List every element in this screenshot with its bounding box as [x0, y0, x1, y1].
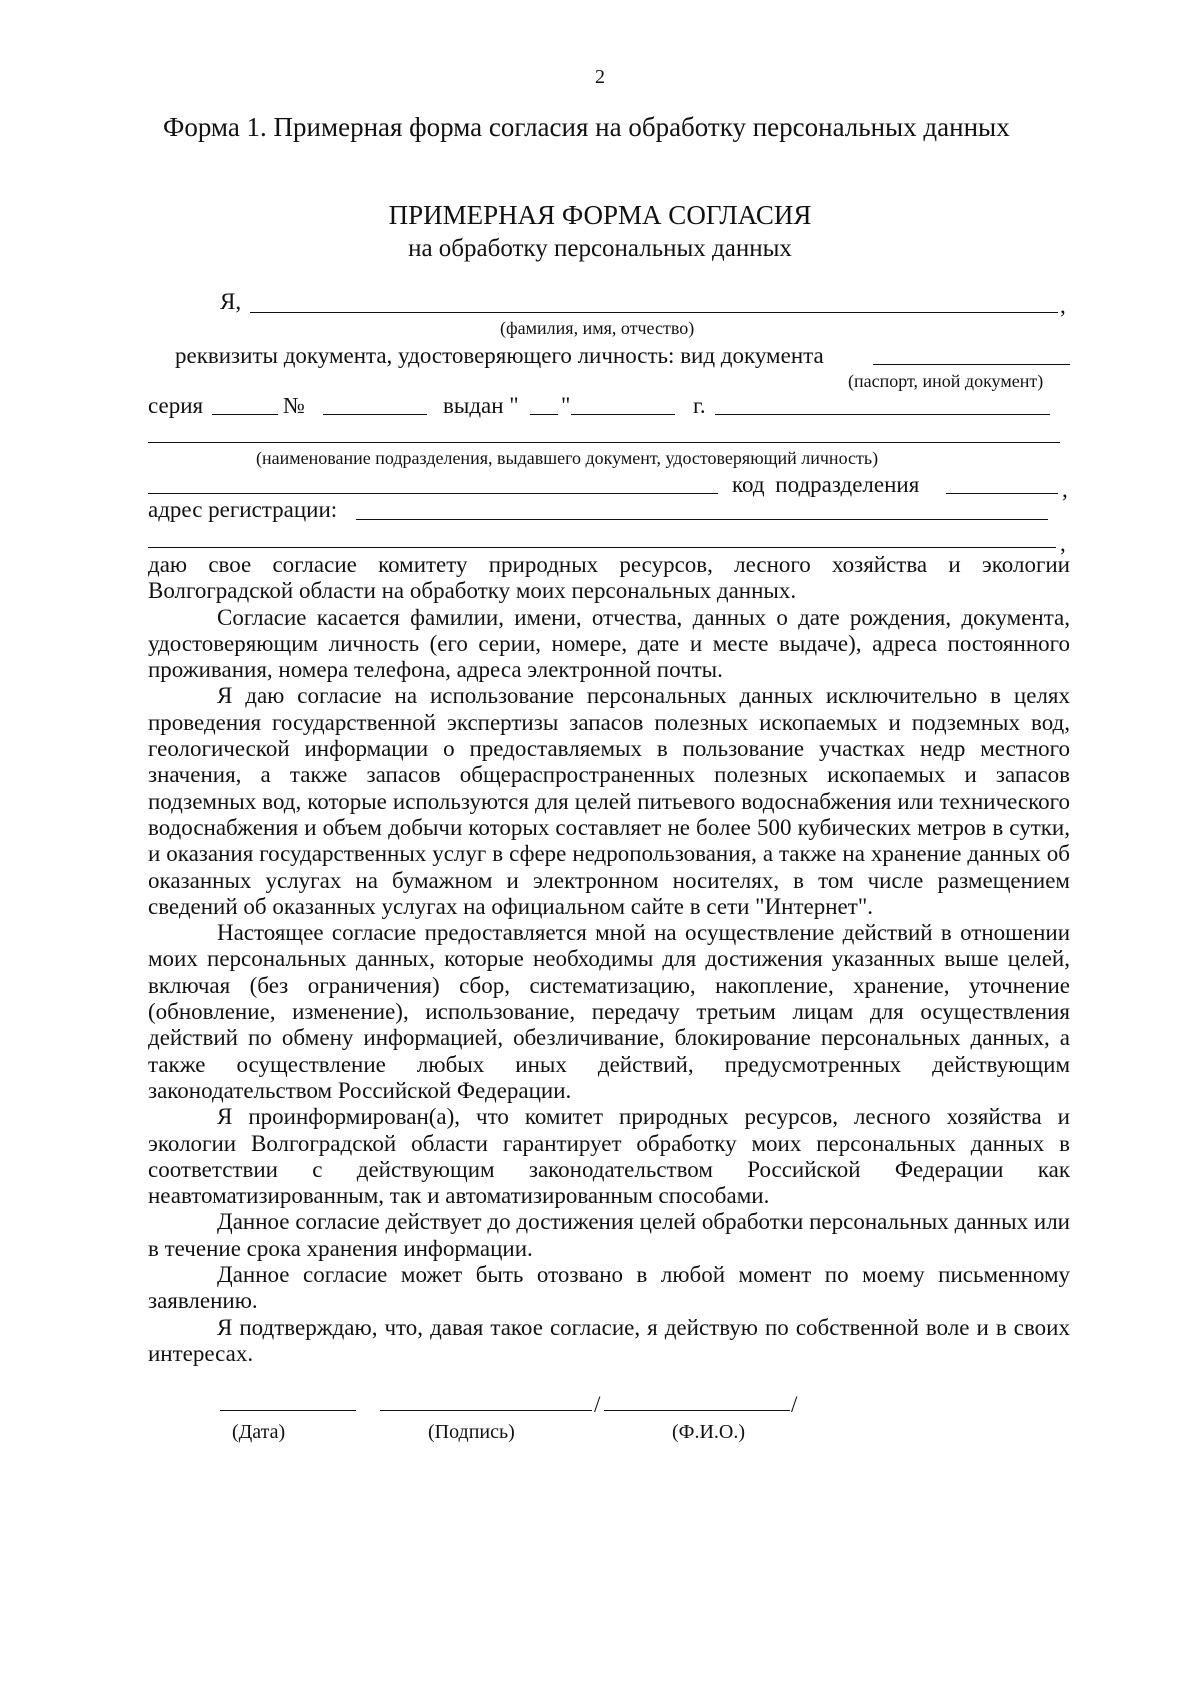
consent-paragraph: Согласие касается фамилии, имени, отчества, данных о дате рождения, документа, удостоверяющим личность (его серии, номере, дате и месте выдаче), адреса постоянного проживания, номера телефона, адреса электронной почты. — [148, 604, 1070, 683]
comma: , — [1060, 531, 1066, 556]
signature-field[interactable] — [380, 1410, 592, 1411]
issuer-hint: (наименование подразделения, выдавшего документ, удостоверяющий личность) — [256, 448, 879, 468]
consent-paragraph: Данное согласие может быть отозвано в любой момент по моему письменному заявлению. — [148, 1262, 1070, 1314]
comma: , — [1060, 293, 1066, 318]
fio-hint: (фамилия, имя, отчество) — [500, 318, 695, 338]
series-field[interactable] — [212, 414, 278, 415]
consent-paragraph: Я проинформирован(а), что комитет природных ресурсов, лесного хозяйства и экологии Волгоградской области гарантирует обработку моих персональных данных в соответствии с действующим законодательством Российской Федерации как неавтоматизированным, так и автоматизированным способами. — [148, 1104, 1070, 1209]
full-name-field[interactable] — [604, 1410, 790, 1411]
number-sign: № — [283, 393, 305, 418]
series-label: серия — [148, 393, 204, 418]
i-prefix: Я, — [220, 289, 242, 314]
reg-address-field[interactable] — [356, 519, 1048, 520]
doc-requisites-label: реквизиты документа, удостоверяющего личность: вид документа — [175, 343, 824, 368]
issued-label: выдан " — [443, 393, 519, 418]
doc-type-field[interactable] — [873, 364, 1070, 365]
issuer-field-end[interactable] — [148, 493, 718, 494]
document-title: ПРИМЕРНАЯ ФОРМА СОГЛАСИЯ — [388, 200, 812, 230]
issued-month-field[interactable] — [571, 414, 675, 415]
date-field[interactable] — [220, 1410, 356, 1411]
issuer-field[interactable] — [715, 414, 1050, 415]
comma: , — [1062, 477, 1068, 502]
consent-body — [148, 552, 1070, 1367]
signature-label: (Подпись) — [428, 1421, 515, 1443]
unit-code-label: код подразделения — [732, 472, 920, 497]
fio-field[interactable] — [250, 312, 1058, 313]
consent-paragraph: Данное согласие действует до достижения целей обработки персональных данных или в течение срока хранения информации. — [148, 1209, 1070, 1261]
date-label: (Дата) — [232, 1421, 286, 1443]
form-caption: Форма 1. Примерная форма согласия на обработку персональных данных — [163, 112, 1010, 142]
page-number: 2 — [595, 66, 605, 88]
year-label: г. — [693, 393, 706, 418]
full-name-label: (Ф.И.О.) — [672, 1421, 746, 1443]
document-subtitle: на обработку персональных данных — [408, 235, 792, 262]
consent-paragraph: Я подтверждаю, что, давая такое согласие, я действую по собственной воле и в своих интересах. — [148, 1314, 1070, 1366]
consent-paragraph: даю свое согласие комитету природных ресурсов, лесного хозяйства и экологии Волгоградской области на обработку моих персональных данных. — [148, 552, 1070, 604]
issuer-field-continued[interactable] — [148, 442, 1060, 443]
reg-address-field-continued[interactable] — [148, 547, 1056, 548]
issued-day-field[interactable] — [530, 414, 558, 415]
issued-quote: " — [561, 393, 571, 418]
separator-slash: / — [594, 1392, 601, 1417]
reg-address-label: адрес регистрации: — [148, 497, 338, 522]
separator-slash: / — [791, 1392, 798, 1417]
unit-code-field[interactable] — [946, 493, 1058, 494]
doc-number-field[interactable] — [323, 414, 427, 415]
doc-type-hint: (паспорт, иной документ) — [848, 371, 1044, 391]
consent-paragraph: Я даю согласие на использование персональных данных исключительно в целях проведения государственной экспертизы запасов полезных ископаемых и подземных вод, геологической информации о предоставляемых в пользование участках недр местного значения, а также запасов общераспространенных полезных ископаемых и запасов подземных вод, которые используются для целей питьевого водоснабжения или технического водоснабжения и объем добычи которых составляет не более 500 кубических метров в сутки, и оказания государственных услуг в сфере недропользования, а также на хранение данных об оказанных услугах на бумажном и электронном носителях, в том числе размещением сведений об оказанных услугах на официальном сайте в сети "Интернет". — [148, 683, 1070, 919]
consent-paragraph: Настоящее согласие предоставляется мной на осуществление действий в отношении моих персональных данных, которые необходимы для достижения указанных выше целей, включая (без ограничения) сбор, систематизацию, накопление, хранение, уточнение (обновление, изменение), использование, передачу третьим лицам для осуществления действий по обмену информацией, обезличивание, блокирование персональных данных, а также осуществление любых иных действий, предусмотренных действующим законодательством Российской Федерации. — [148, 920, 1070, 1103]
